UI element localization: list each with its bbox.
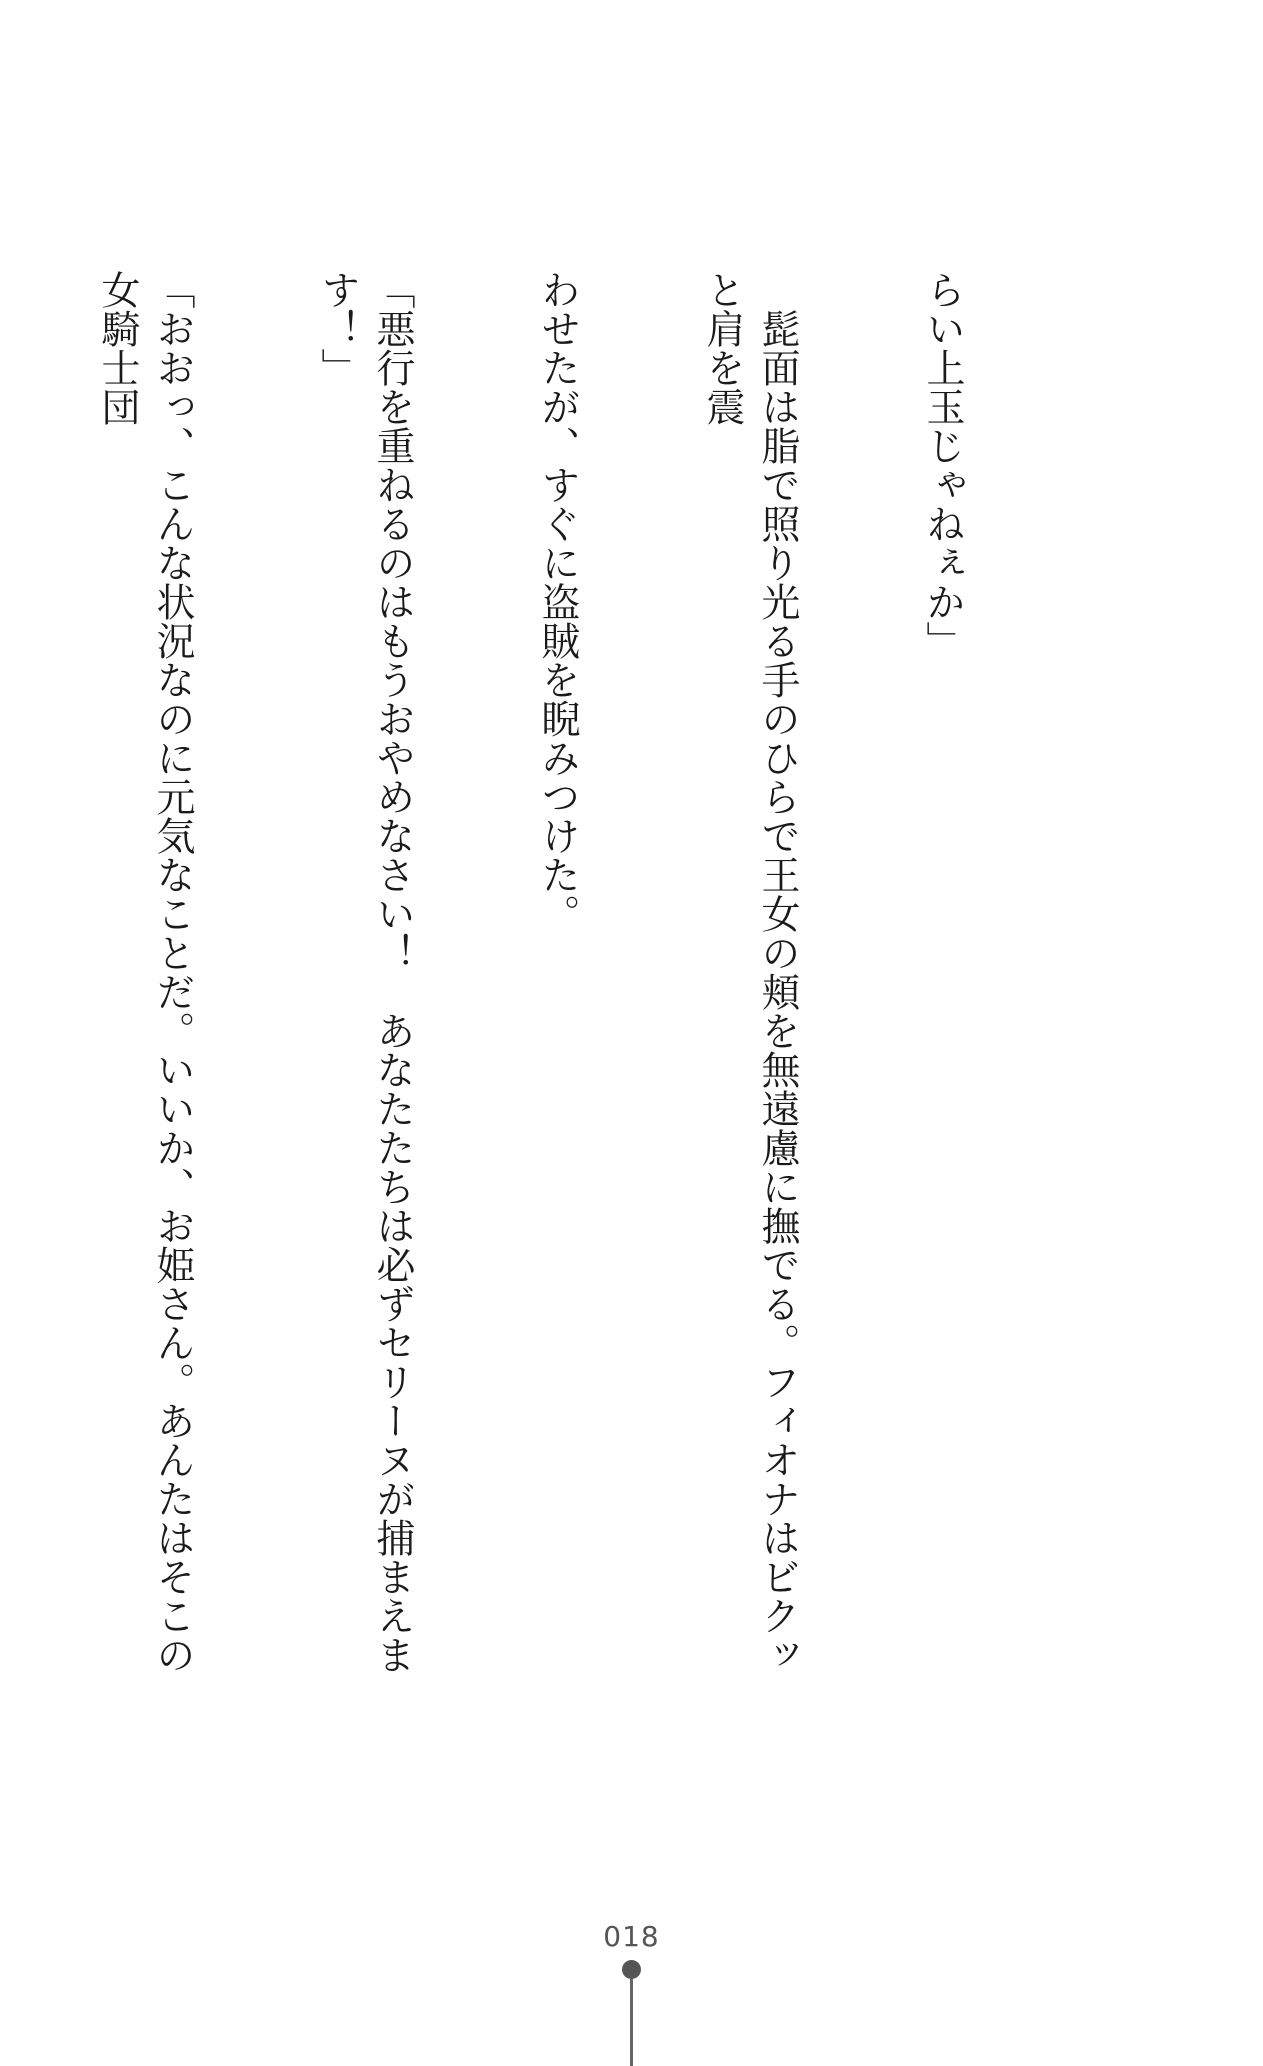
text-line: 「おおっ、こんな状況なのに元気なことだ。いいか、お姫さん。あんたはそこの女騎士団 — [95, 270, 195, 1674]
text-line: 「悪行を重ねるのはもうおやめなさい！ あなたたちは必ずセリーヌが捕まえます！」 — [315, 270, 415, 1674]
page-marker-rule — [630, 1979, 633, 2066]
text-line: らい上玉じゃねぇか」 — [920, 270, 965, 660]
text-line: 髭面は脂で照り光る手のひらで王女の頬を無遠慮に撫でる。フィオナはビクッと肩を震 — [700, 270, 800, 1674]
text-line: わせたが、すぐに盗賊を睨みつけた。 — [535, 270, 580, 933]
page-marker-dot — [622, 1960, 641, 1979]
page-number: 018 — [603, 1920, 660, 1953]
vertical-text-block — [95, 270, 1080, 1690]
